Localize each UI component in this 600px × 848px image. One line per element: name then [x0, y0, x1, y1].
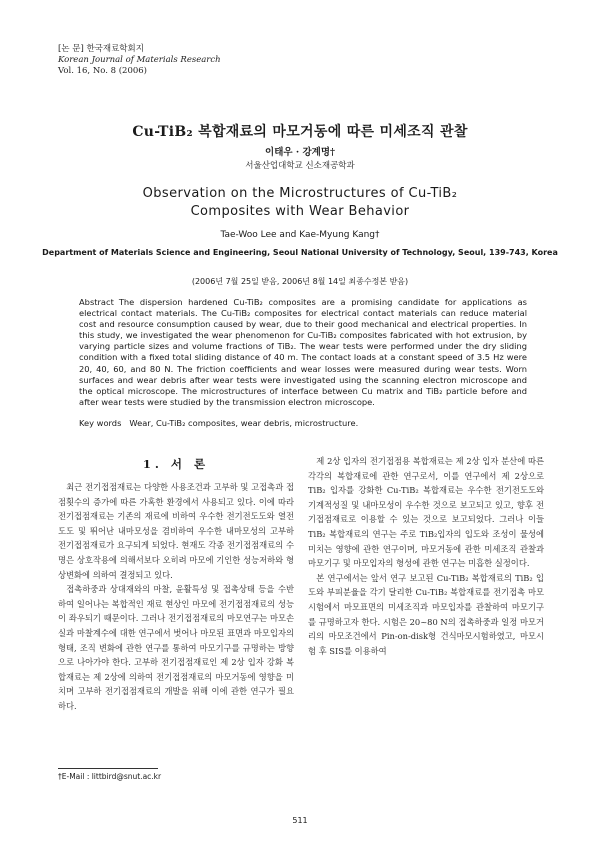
- right-column: [308, 454, 544, 658]
- received-dates: (2006년 7월 25일 받음, 2006년 8월 14일 최종수정본 받음): [191, 277, 409, 286]
- journal-english-name: Korean Journal of Materials Research: [58, 55, 221, 65]
- title-english-line2: Composites with Wear Behavior: [190, 204, 410, 219]
- title-english-line1: Observation on the Microstructures of Cu-TiB₂: [142, 186, 458, 201]
- affiliation-english: Department of Materials Science and Engineering, Seoul National University of Technology, Seoul, 139-743, Korea: [42, 248, 558, 257]
- footnote-email: †E-Mail : littbird@snut.ac.kr: [58, 772, 162, 781]
- authors-korean: 이태우 · 강계명†: [265, 147, 335, 158]
- right-paragraph-1: 제 2상 입자의 전기접점용 복합재료는 제 2상 입자 분산에 따른 각각의 복합재료에 관한 연구로서, 이를 연구에서 제 2상으로 TiB₂ 입자를 강화한 Cu-TiB₂ 복합재료는 우수한 전기전도도와 기계적성질 및 내마모성이 우수한 것으로 보고되고 있고, 향후 전기접점재료로 이용할 수 있는 것으로 보고되었다. 그러나 이들 TiB₂ 복합재료의 연구는 주로 TiB₂입자의 입도와 조성이 물성에 미치는 영향에 관한 연구이며, 마모거동에 관한 미세조직 관찰과 마모기구 및 마모입자의 형성에 관한 연구는 미흡한 실정이다.: [308, 456, 544, 569]
- left-paragraph-2: 접촉하중과 상대재와의 마찰, 윤활특성 및 접촉상태 등을 수반하여 일어나는 복합적인 재료 현상인 마모에 전기접점재료의 성능이 좌우되기 때문이다. 그러나 전기접점재료의 마모연구는 마모손실과 마찰계수에 대한 연구에서 벗어나 마모된 표면과 마모입자의 형태, 조직 변화에 관한 연구를 통하여 마모기구를 규명하는 방향으로 나아가야 한다. 고부하 전기접점재료인 제 2상 입자 강화 복합재료는 제 2상에 의하여 전기접점재료의 마모거동에 영향을 미치며 고부하 전기접점재료의 개발을 위해 이에 관한 연구가 필요하다.: [58, 584, 294, 711]
- title-korean: Cu-TiB₂ 복합재료의 마모거동에 따른 미세조직 관찰: [132, 124, 468, 140]
- title-english: [0, 185, 600, 221]
- journal-korean-name: [논 문] 한국재료학회지: [58, 44, 144, 54]
- journal-volume: Vol. 16, No. 8 (2006): [58, 66, 148, 76]
- section-heading-introduction: 1. 서 론: [142, 457, 210, 471]
- abstract: [79, 297, 527, 408]
- left-paragraph-1: 최근 전기접점재료는 다양한 사용조건과 고부하 및 고접촉과 접점횟수의 증가에 따른 가혹한 환경에서 사용되고 있다. 이에 따라 전기접점재료는 기존의 재료에 비하여 우수한 전기전도도와 열전도도 및 뛰어난 내마모성을 겸비하여 우수한 내마모성의 고부하 전기접점재료가 요구되게 되었다. 현재도 각종 전기접점재료의 수명은 상호작용에 의해서보다 오히려 마모에 기인한 성능저하와 형상변화에 의하여 결정되고 있다.: [58, 482, 294, 580]
- keywords-label: Key words: [79, 418, 122, 428]
- page-number: 511: [292, 816, 308, 825]
- affiliation-korean: 서울산업대학교 신소재공학과: [245, 161, 355, 171]
- left-column: [58, 480, 294, 714]
- abstract-text: The dispersion hardened Cu-TiB₂ composites are a promising candidate for applications as electrical contact materials. The Cu-TiB₂ composites for electrical contact materials can reduce material cost and resource consumption caused by wear, due to their good mechanical and electrical properties. In this study, we investigated the wear phenomenon for Cu-TiB₂ composites fabricated with hot extrusion, by varying particle sizes and volume fractions of TiB₂. The wear tests were performed under the dry sliding condition with a fixed total sliding distance of 40 m. The contact loads at a constant speed of 3.5 Hz were 20, 40, 60, and 80 N. The friction coefficients and wear losses were measured during wear tests. Worn surfaces and wear debris after wear tests were investigated using the scanning electron microscope and the optical microscope. The microstructures of interface between Cu matrix and TiB₂ particle before and after wear tests were studied by the transmission electron microscope.: [79, 297, 527, 407]
- right-paragraph-2: 본 연구에서는 앞서 연구 보고된 Cu-TiB₂ 복합재료의 TiB₂ 입도와 부피분율을 각기 달리한 Cu-TiB₂ 복합재료를 전기접촉 마모시험에서 마모표면의 미세조직과 마모입자를 관찰하여 마모기구를 규명하고자 한다. 시험은 20~80 N의 접촉하중과 일정 마모거리의 마모조건에서 Pin-on-disk형 건식마모시험하였고, 마모시험 후 SIS를 이용하여: [308, 572, 544, 656]
- abstract-label: Abstract: [79, 297, 114, 307]
- keywords-text: Wear, Cu-TiB₂ composites, wear debris, microstructure.: [129, 418, 359, 428]
- footnote-rule: [58, 768, 158, 769]
- keywords: [79, 418, 527, 428]
- authors-english: Tae-Woo Lee and Kae-Myung Kang†: [220, 230, 380, 240]
